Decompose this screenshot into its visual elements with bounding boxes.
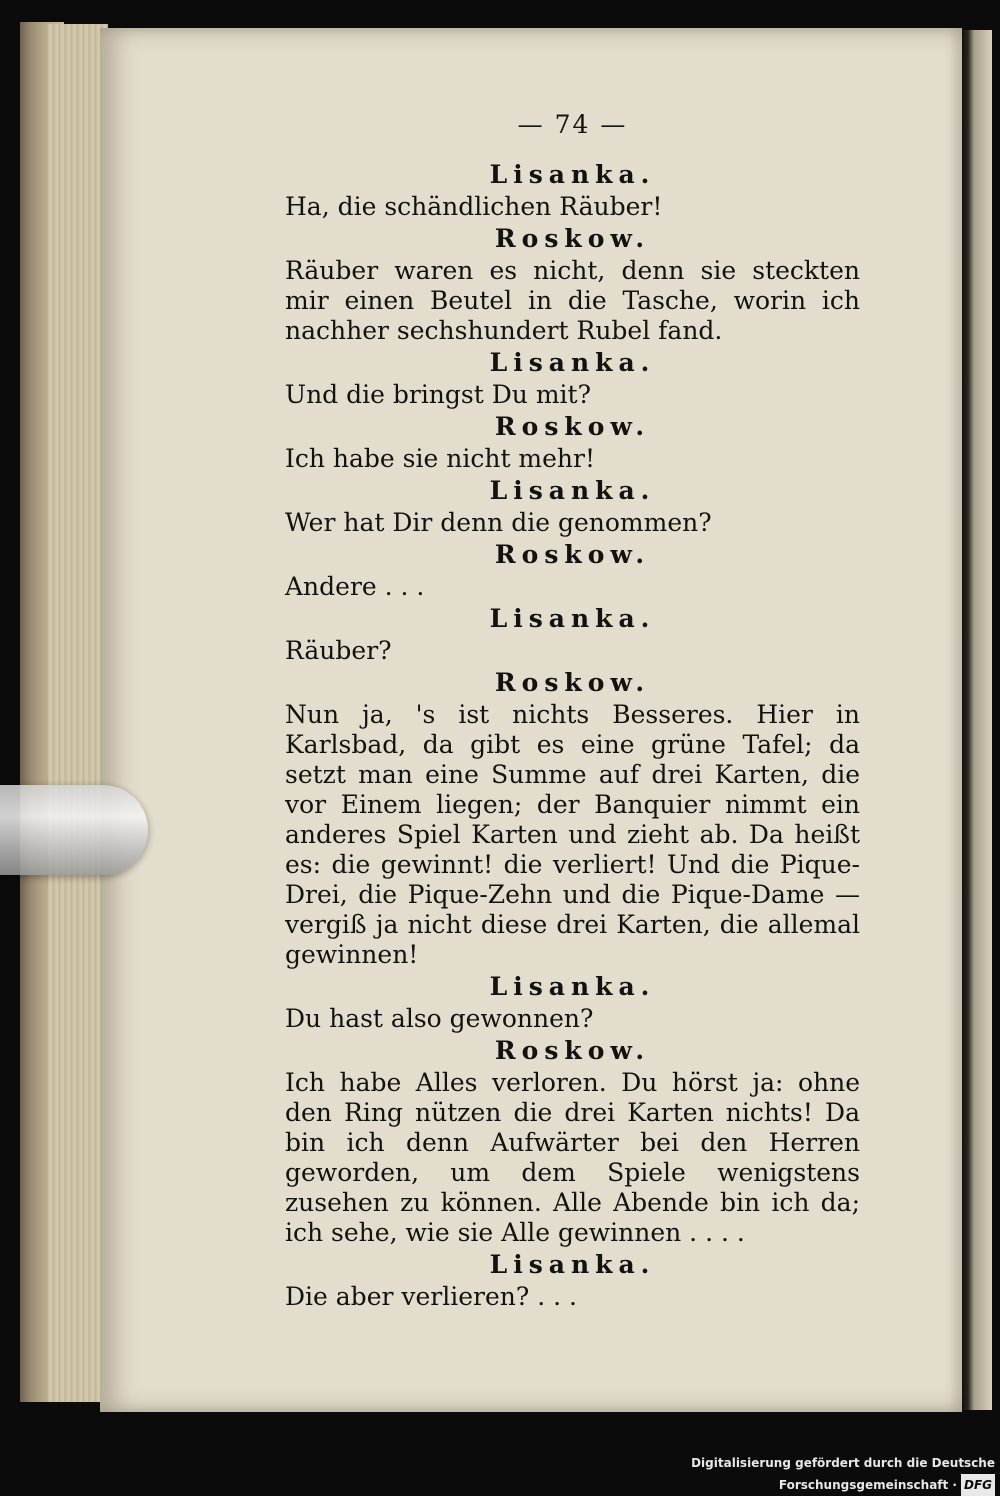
speaker-heading: Roskow. [494, 224, 651, 253]
dialogue-line: Ich habe Alles verloren. Du hörst ja: ohne den Ring nützen die drei Karten nichts! Da bin ich denn Aufwärter bei den Herren geworden, um dem Spiele wenigstens zusehen zu können. Alle Abende bin ich da; ich sehe, wie sie Alle gewinnen . . . . [285, 1068, 860, 1247]
speaker-heading: Lisanka. [489, 972, 656, 1001]
dialogue-line: Ha, die schändlichen Räuber! [285, 192, 663, 221]
dialogue-line: Andere . . . [285, 572, 425, 601]
dfg-logo: DFG [961, 1474, 995, 1496]
speaker-heading: Lisanka. [489, 1250, 656, 1279]
speaker-heading: Lisanka. [489, 160, 656, 189]
digitization-credit [600, 1452, 995, 1492]
dialogue-line: Räuber? [285, 636, 392, 665]
speaker-heading: Lisanka. [489, 604, 656, 633]
page-clip [0, 785, 148, 875]
speaker-heading: Lisanka. [489, 476, 656, 505]
dialogue-line: Die aber verlieren? . . . [285, 1282, 577, 1311]
dialogue-line: Wer hat Dir denn die genommen? [285, 508, 712, 537]
speaker-heading: Roskow. [494, 540, 651, 569]
page-number: — 74 — [517, 110, 628, 139]
facing-page-edge [962, 30, 992, 1410]
credit-text: Digitalisierung gefördert durch die Deutsche Forschungsgemeinschaft · [691, 1456, 995, 1492]
speaker-heading: Roskow. [494, 1036, 651, 1065]
page-stack-edge [48, 24, 108, 1402]
speaker-heading: Roskow. [494, 412, 651, 441]
dialogue-line: Du hast also gewonnen? [285, 1004, 594, 1033]
page-text [285, 110, 860, 1314]
speaker-heading: Lisanka. [489, 348, 656, 377]
dialogue-line: Ich habe sie nicht mehr! [285, 444, 596, 473]
dialogue-line: Nun ja, 's ist nichts Besseres. Hier in Karlsbad, da gibt es eine grüne Tafel; da setzt man eine Summe auf drei Karten, die vor Einem liegen; der Banquier nimmt ein anderes Spiel Karten und zieht ab. Da heißt es: die gewinnt! die verliert! Und die Pique-Drei, die Pique-Zehn und die Pique-Dame — vergiß ja nicht diese drei Karten, die allemal gewinnen! [285, 700, 860, 969]
dialogue-line: Und die bringst Du mit? [285, 380, 591, 409]
dialogue-line: Räuber waren es nicht, denn sie steckten mir einen Beutel in die Tasche, worin ich nachher sechshundert Rubel fand. [285, 256, 860, 345]
speaker-heading: Roskow. [494, 668, 651, 697]
